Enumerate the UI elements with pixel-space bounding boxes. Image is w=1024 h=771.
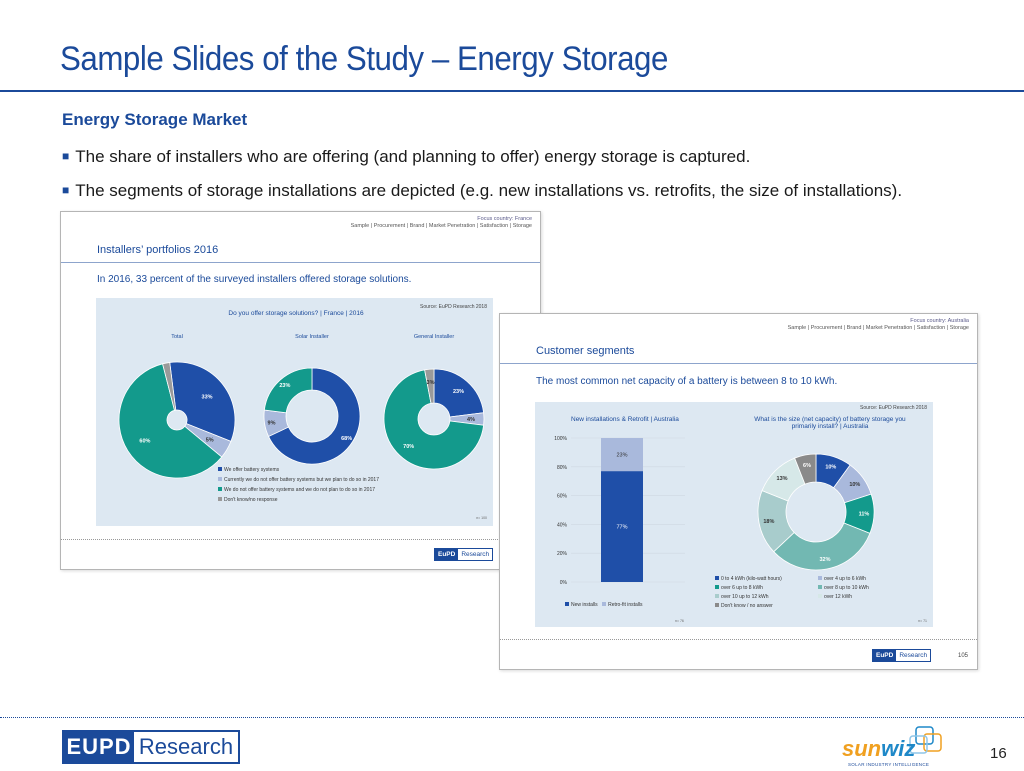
bullet-icon: ■ xyxy=(62,183,70,197)
y-tick-label: 40% xyxy=(556,522,567,529)
legend-item: We do not offer battery systems and we do not plan to do so in 2017 xyxy=(218,485,379,495)
y-tick-label: 100% xyxy=(554,436,567,442)
legend-item: Don't know/no response xyxy=(218,495,379,505)
title-rule xyxy=(0,90,1024,92)
donut-1-label: 23% xyxy=(279,383,291,390)
legend-item: over 4 up to 6 kWh xyxy=(818,575,921,584)
donut-2-label: 3% xyxy=(426,380,435,387)
focus-country: Focus country: France xyxy=(477,216,532,222)
legend-item: over 6 up to 8 kWh xyxy=(715,584,818,593)
legend-item: over 10 up to 12 kWh xyxy=(715,593,818,602)
y-tick-label: 80% xyxy=(556,464,567,471)
chart-title: Do you offer storage solutions? | France | 2016 xyxy=(228,310,364,317)
bar-label: 77% xyxy=(616,524,628,531)
legend-item: over 8 up to 10 kWh xyxy=(818,584,921,593)
bullet-text: The share of installers who are offering (and planning to offer) energy storage is captured. xyxy=(75,147,751,166)
page-number: 16 xyxy=(990,745,1007,762)
slide-page-number: 105 xyxy=(958,653,969,659)
legend-item: 0 to 4 kWh (kilo-watt hours) xyxy=(715,575,818,584)
slide-rule xyxy=(500,363,977,364)
legend-item: Currently we do not offer battery systems but we plan to do so in 2017 xyxy=(218,475,379,485)
sunwiz-wordmark: sunwiz xyxy=(842,736,916,761)
bar-chart-title: New installations & Retrofit | Australia xyxy=(571,416,679,423)
chart-panel xyxy=(535,402,933,627)
sample-slide-installers-portfolios xyxy=(60,211,541,570)
capacity-donut-label: 13% xyxy=(776,476,788,483)
capacity-donut-label: 10% xyxy=(825,464,837,471)
focus-country: Focus country: Australia xyxy=(910,318,969,324)
slide-rule xyxy=(61,262,540,263)
slide-headline: In 2016, 33 percent of the surveyed installers offered storage solutions. xyxy=(97,274,412,285)
donut-0-label: 33% xyxy=(201,394,213,401)
bullet-item xyxy=(62,147,750,167)
legend-item: Don't know / no answer xyxy=(715,602,818,611)
slide-headline: The most common net capacity of a battery is between 8 to 10 kWh. xyxy=(536,376,838,387)
donut-2-label: 23% xyxy=(452,389,464,396)
donut-series-label: Total xyxy=(171,334,183,340)
sample-slide-customer-segments xyxy=(499,313,978,670)
donut-chart-title: What is the size (net capacity) of battery storage you primarily install? | Australia xyxy=(754,416,906,430)
page-title: Sample Slides of the Study – Energy Storage xyxy=(60,40,668,78)
legend-swatch xyxy=(218,487,222,491)
slide-nav xyxy=(788,318,969,332)
slide-divider xyxy=(61,539,540,540)
nav-breadcrumb: Sample | Procurement | Brand | Market Penetration | Satisfaction | Storage xyxy=(787,325,969,331)
y-tick-label: 20% xyxy=(556,551,567,558)
slide-divider xyxy=(500,639,977,640)
bullet-icon: ■ xyxy=(62,149,70,163)
y-tick-label: 0% xyxy=(559,580,567,586)
legend-swatch xyxy=(218,497,222,501)
slide-title: Customer segments xyxy=(536,345,635,357)
donut-1-label: 68% xyxy=(341,435,353,442)
section-heading: Energy Storage Market xyxy=(62,110,248,129)
chart-legend xyxy=(218,465,379,505)
eupd-logo-small: EuPD Research xyxy=(434,548,493,561)
donut-2-label: 4% xyxy=(467,417,475,423)
bullet-item xyxy=(62,181,902,201)
donut-2-label: 70% xyxy=(403,443,415,450)
eupd-logo-small: EuPD Research xyxy=(872,649,931,662)
legend-swatch xyxy=(218,467,222,471)
donut-0-label: 60% xyxy=(139,438,151,445)
donut-0-label: 5% xyxy=(205,437,214,444)
capacity-donut-label: 18% xyxy=(763,518,775,525)
bar-legend: New installs Retro-fit installs xyxy=(565,600,643,610)
donut-series-label: Solar Installer xyxy=(295,334,329,340)
sample-size: n= 100 xyxy=(476,516,487,520)
chart-panel xyxy=(96,298,493,526)
legend-item: We offer battery systems xyxy=(218,465,379,475)
legend-swatch xyxy=(602,602,606,606)
legend-swatch xyxy=(218,477,222,481)
footer-rule xyxy=(0,717,1024,718)
slide-title: Installers’ portfolios 2016 xyxy=(97,244,219,256)
y-tick-label: 60% xyxy=(556,493,567,500)
sample-size-right: n= 71 xyxy=(918,619,927,623)
capacity-donut-label: 11% xyxy=(858,511,870,518)
eupd-research-logo: EUPD Research xyxy=(62,730,240,764)
capacity-donut-label: 6% xyxy=(803,462,811,469)
sample-size-left: n= 76 xyxy=(675,619,684,623)
sunwiz-tagline: SOLAR INDUSTRY INTELLIGENCE xyxy=(848,762,930,767)
chart-source: Source: EuPD Research 2018 xyxy=(860,405,927,411)
legend-item: over 12 kWh xyxy=(818,593,921,602)
sunwiz-logo xyxy=(838,722,948,768)
chart-source: Source: EuPD Research 2018 xyxy=(420,304,487,310)
donut-1-slice xyxy=(264,368,312,413)
nav-breadcrumb: Sample | Procurement | Brand | Market Penetration | Satisfaction | Storage xyxy=(350,223,532,229)
donut-1-label: 9% xyxy=(267,420,276,427)
capacity-donut-label: 32% xyxy=(819,557,831,564)
slide-nav xyxy=(351,216,532,230)
legend-swatch xyxy=(565,602,569,606)
bar-label: 23% xyxy=(616,452,628,459)
donut-legend xyxy=(715,575,925,611)
capacity-donut-label: 10% xyxy=(849,481,861,488)
bullet-text: The segments of storage installations are depicted (e.g. new installations vs. retrofits, the size of installations). xyxy=(75,181,903,200)
donut-series-label: General Installer xyxy=(413,334,455,340)
